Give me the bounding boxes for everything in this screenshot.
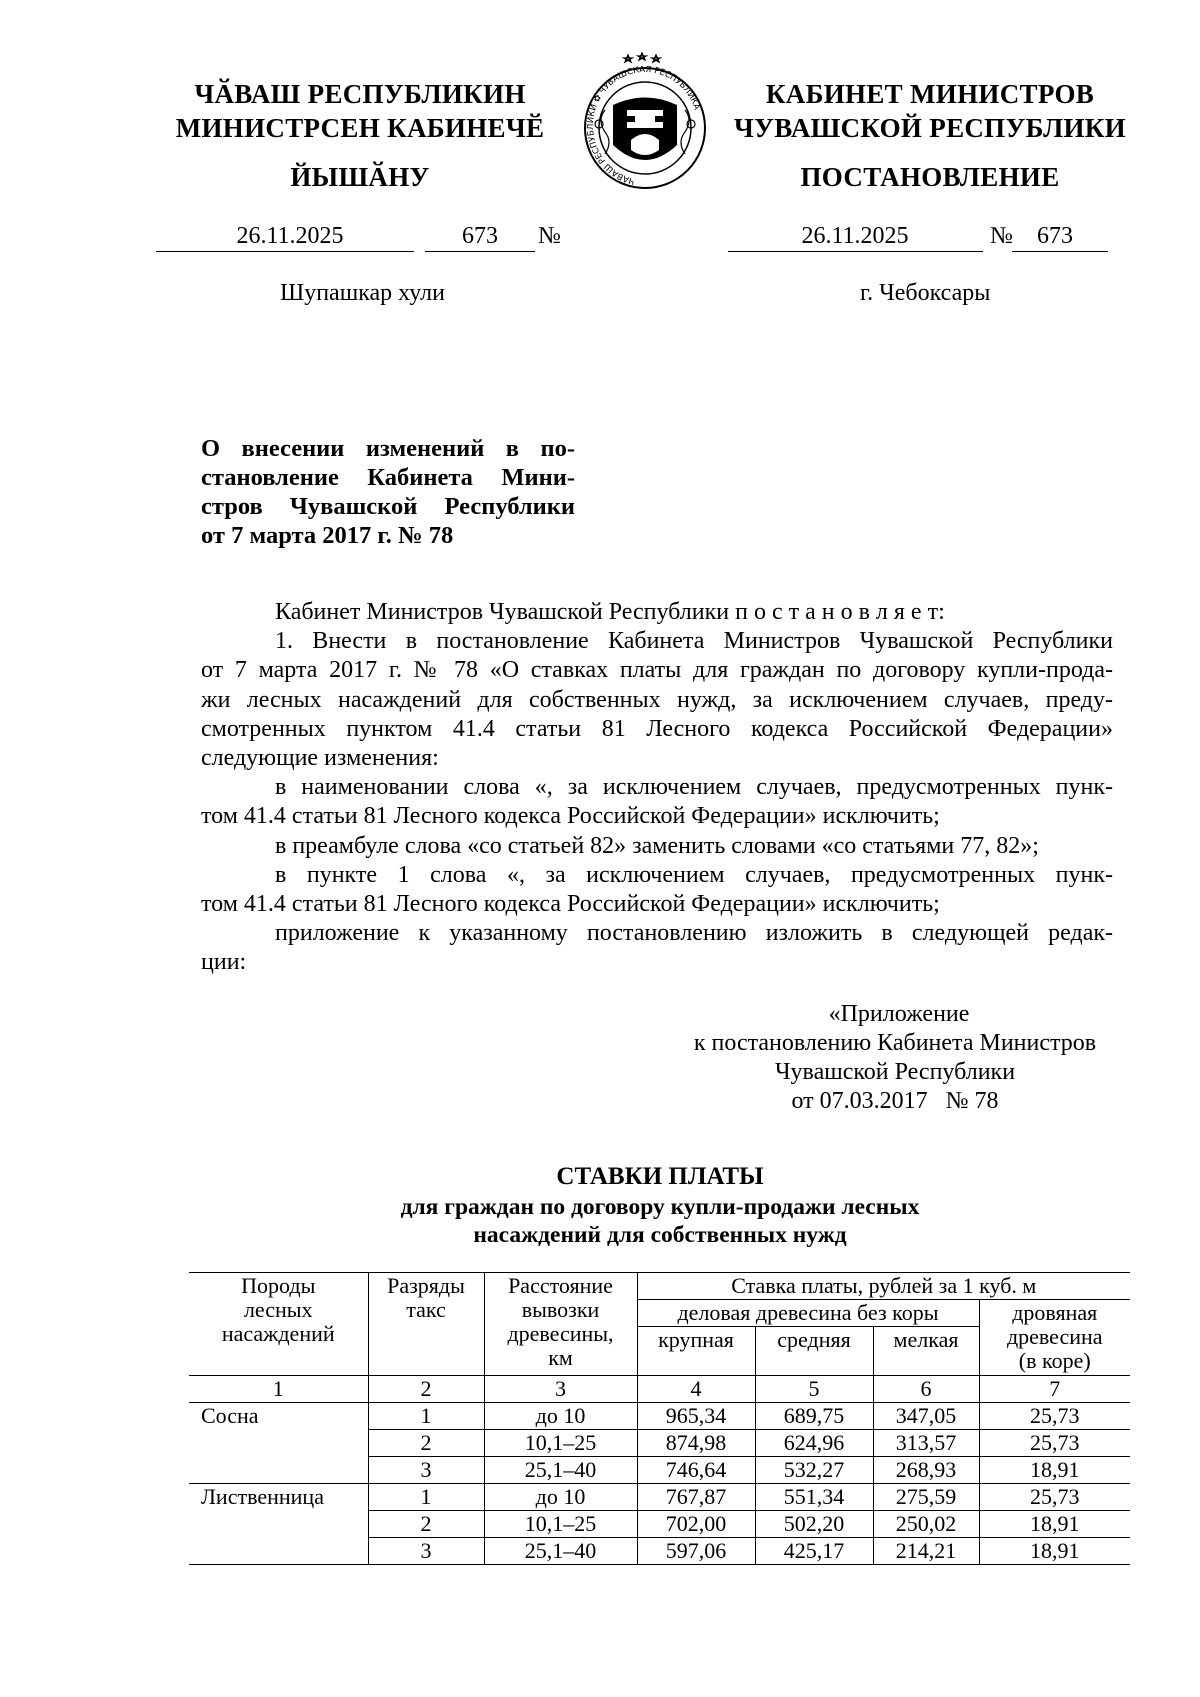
th-species-l2: лесных: [243, 1297, 313, 1322]
th-medium: средняя: [755, 1327, 873, 1376]
table-row: [189, 1457, 1130, 1484]
th-firewood-l3: (в коре): [1018, 1348, 1091, 1373]
col-number: 1: [189, 1376, 368, 1403]
th-distance-l2: вывозки: [521, 1297, 600, 1322]
grade-cell: 1: [368, 1403, 484, 1430]
firewood-cell: 25,73: [979, 1484, 1130, 1511]
small-cell: 347,05: [873, 1403, 979, 1430]
th-business-wood: деловая древесина без коры: [637, 1300, 979, 1327]
col-number: 4: [637, 1376, 755, 1403]
small-cell: 214,21: [873, 1538, 979, 1565]
right-city: г. Чебоксары: [860, 280, 991, 306]
th-firewood: [979, 1300, 1130, 1376]
grade-cell: 2: [368, 1430, 484, 1457]
th-distance-l3: древесины,: [507, 1321, 614, 1346]
body-line: том 41.4 статьи 81 Лесного кодекса Российской Федерации» исключить;: [201, 803, 940, 830]
table-row: [189, 1511, 1130, 1538]
th-distance: [484, 1273, 637, 1376]
rates-title-block: [300, 1160, 1020, 1249]
table-row: [189, 1484, 1130, 1511]
large-cell: 702,00: [637, 1511, 755, 1538]
right-date-underline: [728, 251, 983, 252]
left-date: 26.11.2025: [236, 223, 344, 249]
species-cell: Лиственница: [189, 1484, 368, 1511]
medium-cell: 425,17: [755, 1538, 873, 1565]
large-cell: 874,98: [637, 1430, 755, 1457]
species-cell: Сосна: [189, 1403, 368, 1430]
subject-line-2: становление Кабинета Мини-: [201, 464, 575, 491]
subject-line-3: стров Чувашской Республики: [201, 493, 575, 520]
th-distance-l1: Расстояние: [508, 1273, 613, 1298]
grade-cell: 3: [368, 1457, 484, 1484]
medium-cell: 689,75: [755, 1403, 873, 1430]
firewood-cell: 18,91: [979, 1457, 1130, 1484]
firewood-cell: 25,73: [979, 1430, 1130, 1457]
th-distance-l4: км: [548, 1345, 573, 1370]
th-species-l1: Породы: [241, 1273, 316, 1298]
body-line: в преамбуле слова «со статьей 82» заменить словами «со статьями 77, 82»;: [275, 832, 1039, 859]
right-no-sign: №: [990, 223, 1013, 249]
header-right-line1: КАБИНЕТ МИНИСТРОВ: [765, 79, 1095, 109]
header-left-line1: ЧӐВАШ РЕСПУБЛИКИН: [194, 79, 526, 109]
col-number: 6: [873, 1376, 979, 1403]
rates-subtitle-1: для граждан по договору купли-продажи лесных: [400, 1194, 920, 1220]
body-line: жи лесных насаждений для собственных нужд, за исключением случаев, преду-: [201, 686, 1113, 713]
body-text: [201, 598, 1113, 978]
body-line: ции:: [201, 949, 247, 976]
species-cell: [189, 1457, 368, 1484]
body-line: от 7 марта 2017 г. № 78 «О ставках платы для граждан по договору купли-прода-: [201, 657, 1113, 684]
th-species-l3: насаждений: [221, 1321, 335, 1346]
distance-cell: 25,1–40: [484, 1457, 637, 1484]
large-cell: 597,06: [637, 1538, 755, 1565]
table-row: [189, 1403, 1130, 1430]
th-large: крупная: [637, 1327, 755, 1376]
small-cell: 275,59: [873, 1484, 979, 1511]
grade-cell: 3: [368, 1538, 484, 1565]
species-cell: [189, 1430, 368, 1457]
distance-cell: до 10: [484, 1484, 637, 1511]
col-number: 7: [979, 1376, 1130, 1403]
th-firewood-l1: дровяная: [1012, 1300, 1098, 1325]
subject-block: [201, 434, 575, 550]
column-number-row: [189, 1376, 1130, 1403]
chuvash-coat-of-arms-icon: [565, 50, 725, 190]
firewood-cell: 18,91: [979, 1511, 1130, 1538]
body-line: в наименовании слова «, за исключением случаев, предусмотренных пунк-: [275, 774, 1113, 801]
left-city: Шупашкар хули: [280, 280, 445, 306]
header-right-title: [725, 77, 1135, 145]
species-cell: [189, 1538, 368, 1565]
left-no-sign: №: [538, 223, 561, 249]
firewood-cell: 25,73: [979, 1403, 1130, 1430]
body-line: приложение к указанному постановлению изложить в следующей редак-: [275, 920, 1113, 947]
table-row: [189, 1538, 1130, 1565]
subject-line-4: от 7 марта 2017 г. № 78: [201, 522, 454, 549]
right-number: 673: [1037, 223, 1073, 249]
appendix-line-3: Чувашской Республики: [774, 1059, 1016, 1085]
header-left-line2: МИНИСТРСЕН КАБИНЕЧӖ: [175, 113, 545, 143]
emblem-ring-text: ЧӐВАШ РЕСПУБЛИКИ ✿ ЧУВАШСКАЯ РЕСПУБЛИКА: [586, 64, 702, 186]
appendix-note: [660, 1000, 1130, 1116]
col-number: 3: [484, 1376, 637, 1403]
th-grade-l1: Разряды: [387, 1273, 465, 1298]
small-cell: 268,93: [873, 1457, 979, 1484]
distance-cell: 10,1–25: [484, 1430, 637, 1457]
subject-line-1: О внесении изменений в по-: [201, 435, 575, 462]
header-left-doc-type: ЙЫШӐНУ: [290, 162, 430, 192]
small-cell: 313,57: [873, 1430, 979, 1457]
rates-table: [189, 1272, 1130, 1565]
distance-cell: 25,1–40: [484, 1538, 637, 1565]
distance-cell: 10,1–25: [484, 1511, 637, 1538]
body-line: в пункте 1 слова «, за исключением случаев, предусмотренных пунк-: [275, 861, 1113, 888]
body-line: 1. Внести в постановление Кабинета Министров Чувашской Республики: [275, 628, 1113, 655]
th-small: мелкая: [873, 1327, 979, 1376]
medium-cell: 502,20: [755, 1511, 873, 1538]
left-number: 673: [462, 223, 498, 249]
th-grade: [368, 1273, 484, 1376]
left-date-underline: [156, 251, 414, 252]
large-cell: 965,34: [637, 1403, 755, 1430]
medium-cell: 624,96: [755, 1430, 873, 1457]
col-number: 5: [755, 1376, 873, 1403]
right-number-underline: [1012, 251, 1108, 252]
table-row: [189, 1430, 1130, 1457]
right-date: 26.11.2025: [801, 223, 909, 249]
header-right-doc-type: ПОСТАНОВЛЕНИЕ: [800, 162, 1060, 192]
rates-title: СТАВКИ ПЛАТЫ: [556, 1163, 764, 1190]
appendix-line-4: от 07.03.2017 № 78: [791, 1088, 999, 1114]
th-grade-l2: такс: [406, 1297, 446, 1322]
large-cell: 767,87: [637, 1484, 755, 1511]
firewood-cell: 18,91: [979, 1538, 1130, 1565]
th-firewood-l2: древесина: [1006, 1324, 1103, 1349]
grade-cell: 2: [368, 1511, 484, 1538]
col-number: 2: [368, 1376, 484, 1403]
left-number-underline: [425, 251, 535, 252]
species-cell: [189, 1511, 368, 1538]
body-line: том 41.4 статьи 81 Лесного кодекса Российской Федерации» исключить;: [201, 891, 940, 918]
rates-subtitle-2: насаждений для собственных нужд: [473, 1222, 847, 1248]
large-cell: 746,64: [637, 1457, 755, 1484]
appendix-line-2: к постановлению Кабинета Министров: [693, 1030, 1097, 1056]
body-line: смотренных пунктом 41.4 статьи 81 Лесного кодекса Российской Федерации»: [201, 715, 1113, 742]
grade-cell: 1: [368, 1484, 484, 1511]
appendix-line-1: «Приложение: [828, 1001, 970, 1027]
body-line: следующие изменения:: [201, 745, 439, 772]
th-rate: Ставка платы, рублей за 1 куб. м: [637, 1273, 1130, 1300]
small-cell: 250,02: [873, 1511, 979, 1538]
body-line: Кабинет Министров Чувашской Республики п о с т а н о в л я е т:: [275, 599, 945, 625]
header-left-title: [160, 77, 560, 145]
th-species: [189, 1273, 368, 1376]
distance-cell: до 10: [484, 1403, 637, 1430]
medium-cell: 551,34: [755, 1484, 873, 1511]
medium-cell: 532,27: [755, 1457, 873, 1484]
header-right-line2: ЧУВАШСКОЙ РЕСПУБЛИКИ: [734, 113, 1126, 143]
